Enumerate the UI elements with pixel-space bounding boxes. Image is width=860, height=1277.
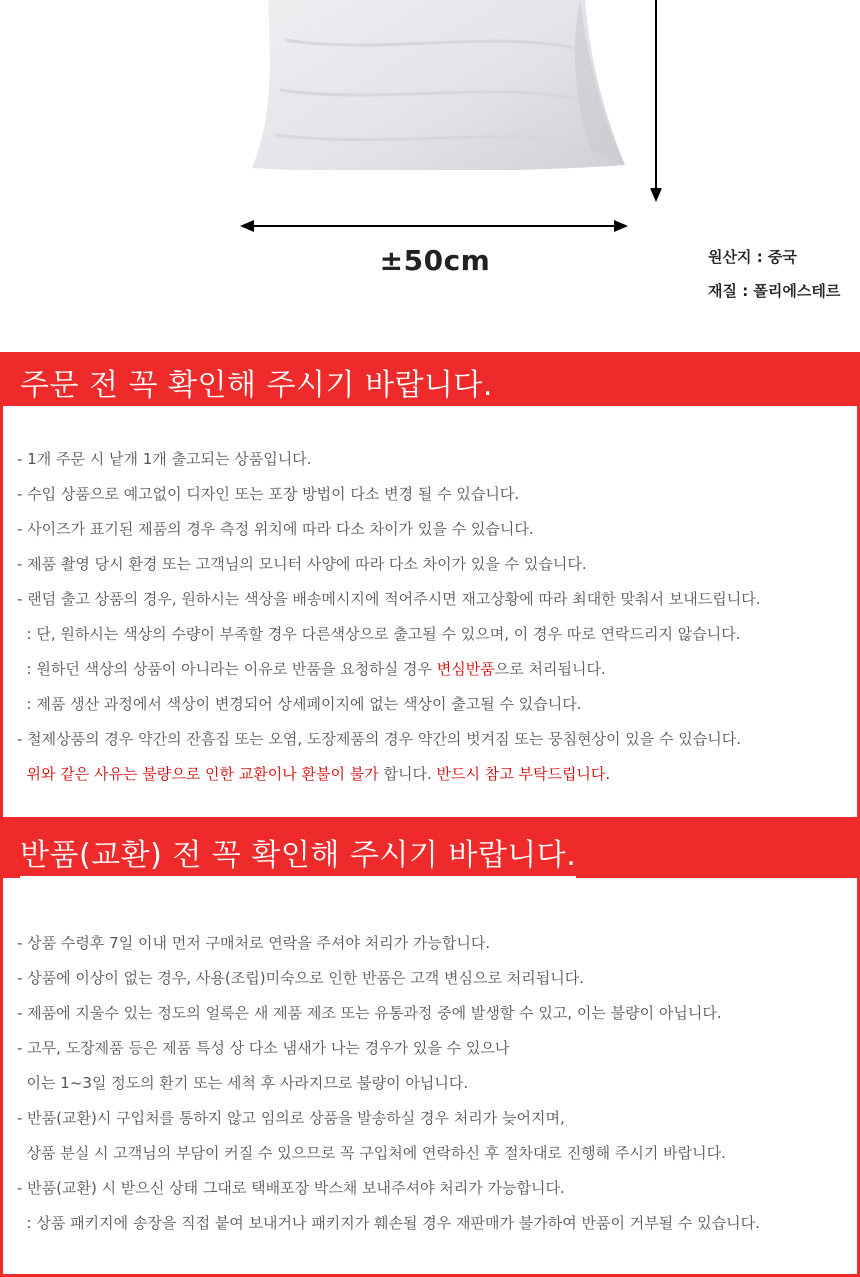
order-notice-section: [0, 352, 860, 820]
return-notice-section: [0, 820, 860, 1277]
notice-line: - 사이즈가 표기된 제품의 경우 측정 위치에 따라 다소 차이가 있을 수 있습니다.: [17, 520, 534, 538]
notice-line: - 1개 주문 시 낱개 1개 출고되는 상품입니다.: [17, 450, 312, 468]
notice-line: - 철제상품의 경우 약간의 잔흠집 또는 오염, 도장제품의 경우 약간의 벗겨짐 또는 뭉침현상이 있을 수 있습니다.: [17, 730, 742, 748]
notice-line: - 상품에 이상이 없는 경우, 사용(조립)미숙으로 인한 반품은 고객 변심으로 처리됩니다.: [17, 969, 584, 987]
order-notice-body: [0, 406, 860, 820]
notice-line: - 고무, 도장제품 등은 제품 특성 상 다소 냄새가 나는 경우가 있을 수 있으나: [17, 1039, 510, 1057]
notice-text: : 원하던 색상의 상품이 아니라는 이유로 반품을 요청하실 경우: [17, 660, 437, 678]
notice-line: 이는 1~3일 정도의 환기 또는 세척 후 사라지므로 불량이 아닙니다.: [17, 1074, 469, 1092]
notice-line: 상품 분실 시 고객님의 부담이 커질 수 있으므로 꼭 구입처에 연락하신 후 절차대로 진행해 주시기 바랍니다.: [17, 1144, 726, 1162]
notice-line: - 랜덤 출고 상품의 경우, 원하시는 색상을 배송메시지에 적어주시면 재고상황에 따라 최대한 맞춰서 보내드립니다.: [17, 590, 761, 608]
notice-text: 으로 처리됩니다.: [494, 660, 606, 678]
order-notice-title: 주문 전 꼭 확인해 주시기 바랍니다.: [20, 360, 493, 408]
notice-line: : 상품 패키지에 송장을 직접 붙여 보내거나 패키지가 훼손될 경우 재판매가 불가하여 반품이 거부될 수 있습니다.: [17, 1214, 760, 1232]
notice-line: - 반품(교환)시 구입처를 통하지 않고 임의로 상품을 발송하실 경우 처리가 늦어지며,: [17, 1109, 565, 1127]
notice-line: : 단, 원하시는 색상의 수량이 부족할 경우 다른색상으로 출고될 수 있으며, 이 경우 따로 연락드리지 않습니다.: [17, 625, 741, 643]
return-notice-body: [0, 878, 860, 1277]
width-arrow: [240, 218, 628, 234]
notice-text: 합니다.: [378, 765, 437, 783]
notice-line: - 수입 상품으로 예고없이 디자인 또는 포장 방법이 다소 변경 될 수 있습니다.: [17, 485, 520, 503]
order-notice-header: [0, 352, 860, 406]
notice-line: [17, 658, 606, 679]
dimension-label: ±50cm: [379, 244, 491, 277]
notice-line: - 제품 촬영 당시 환경 또는 고객님의 모니터 사양에 따라 다소 차이가 있을 수 있습니다.: [17, 555, 587, 573]
notice-line: [17, 763, 610, 784]
material-text: 재질 : 폴리에스테르: [708, 282, 841, 300]
notice-line: : 제품 생산 과정에서 색상이 변경되어 상세페이지에 없는 색상이 출고될 수 있습니다.: [17, 695, 582, 713]
return-notice-header: [0, 820, 860, 878]
origin-text: 원산지 : 중국: [708, 248, 797, 266]
notice-highlight: 변심반품: [436, 660, 495, 678]
pillow-image: [230, 0, 630, 170]
notice-line: - 제품에 지울수 있는 정도의 얼룩은 새 제품 제조 또는 유통과정 중에 발생할 수 있고, 이는 불량이 아닙니다.: [17, 1004, 722, 1022]
notice-line: - 반품(교환) 시 받으신 상태 그대로 택배포장 박스채 보내주셔야 처리가 가능합니다.: [17, 1179, 565, 1197]
height-arrow: [648, 0, 664, 202]
notice-highlight: 반드시 참고 부탁드립니다.: [436, 765, 611, 783]
notice-line: - 상품 수령후 7일 이내 먼저 구매처로 연락을 주셔야 처리가 가능합니다.: [17, 934, 491, 952]
notice-highlight: 위와 같은 사유는 불량으로 인한 교환이나 환불이 불가: [17, 765, 379, 783]
product-image-area: [0, 0, 860, 340]
return-notice-title: 반품(교환) 전 꼭 확인해 주시기 바랍니다.: [20, 830, 576, 878]
